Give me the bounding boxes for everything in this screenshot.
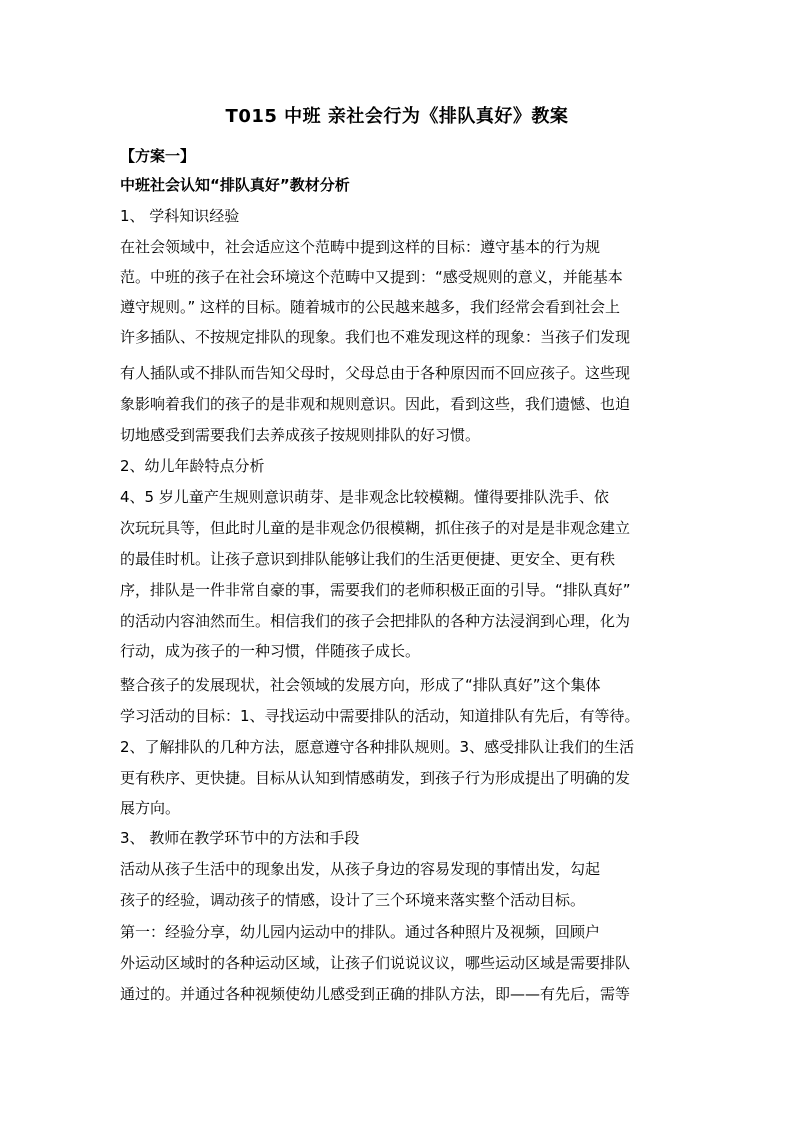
paragraph-line: 切地感受到需要我们去养成孩子按规则排队的好习惯。 [120, 426, 481, 444]
paragraph-line: 象影响着我们的孩子的是非观和规则意识。因此，看到这些，我们遗憾、也迫 [120, 395, 631, 413]
paragraph-line: 2、了解排队的几种方法，愿意遵守各种排队规则。3、感受排队让我们的生活 [120, 738, 635, 756]
document-title: T015 中班 亲社会行为《排队真好》教案 [225, 106, 569, 127]
paragraph-line: 有人插队或不排队而告知父母时，父母总由于各种原因而不回应孩子。这些现 [120, 364, 631, 382]
paragraph-line: 更有秩序、更快捷。目标从认知到情感萌发，到孩子行为形成提出了明确的发 [120, 769, 631, 787]
paragraph-line: 的活动内容油然而生。相信我们的孩子会把排队的各种方法浸润到心理，化为 [120, 612, 631, 630]
scheme-label: 【方案一】 [120, 147, 196, 165]
paragraph-line: 序，排队是一件非常自豪的事，需要我们的老师积极正面的引导。“排队真好” [120, 581, 631, 599]
section-subtitle: 中班社会认知“排队真好”教材分析 [120, 176, 350, 194]
paragraph-line: 在社会领域中，社会适应这个范畴中提到这样的目标：遵守基本的行为规 [120, 238, 601, 256]
paragraph-line: 展方向。 [120, 799, 181, 817]
paragraph-line: 次玩玩具等，但此时儿童的是非观念仍很模糊，抓住孩子的对是是非观念建立 [120, 519, 631, 537]
section-heading-1: 1、 学科知识经验 [120, 207, 240, 225]
paragraph-line: 行动，成为孩子的一种习惯，伴随孩子成长。 [120, 642, 421, 660]
paragraph-line: 孩子的经验，调动孩子的情感，设计了三个环境来落实整个活动目标。 [120, 891, 586, 909]
paragraph-line: 整合孩子的发展现状，社会领域的发展方向，形成了“排队真好”这个集体 [120, 676, 601, 694]
section-heading-3: 3、 教师在教学环节中的方法和手段 [120, 829, 360, 847]
paragraph-line: 4、5 岁儿童产生规则意识萌芽、是非观念比较模糊。懂得要排队洗手、依 [120, 488, 609, 506]
paragraph-line: 第一：经验分享，幼儿园内运动中的排队。通过各种照片及视频，回顾户 [120, 923, 601, 941]
paragraph-line: 遵守规则。” 这样的目标。随着城市的公民越来越多，我们经常会看到社会上 [120, 298, 621, 316]
paragraph-line: 通过的。并通过各种视频使幼儿感受到正确的排队方法，即——有先后，需等 [120, 985, 631, 1003]
paragraph-line: 许多插队、不按规定排队的现象。我们也不难发现这样的现象：当孩子们发现 [120, 328, 631, 346]
paragraph-line: 学习活动的目标：1、寻找运动中需要排队的活动，知道排队有先后，有等待。 [120, 707, 640, 725]
paragraph-line: 的最佳时机。让孩子意识到排队能够让我们的生活更便捷、更安全、更有秩 [120, 550, 616, 568]
paragraph-line: 外运动区域时的各种运动区域，让孩子们说说议议，哪些运动区域是需要排队 [120, 954, 631, 972]
paragraph-line: 范。中班的孩子在社会环境这个范畴中又提到：“感受规则的意义，并能基本 [120, 268, 623, 286]
section-heading-2: 2、幼儿年龄特点分析 [120, 457, 265, 475]
paragraph-line: 活动从孩子生活中的现象出发，从孩子身边的容易发现的事情出发，勾起 [120, 860, 601, 878]
